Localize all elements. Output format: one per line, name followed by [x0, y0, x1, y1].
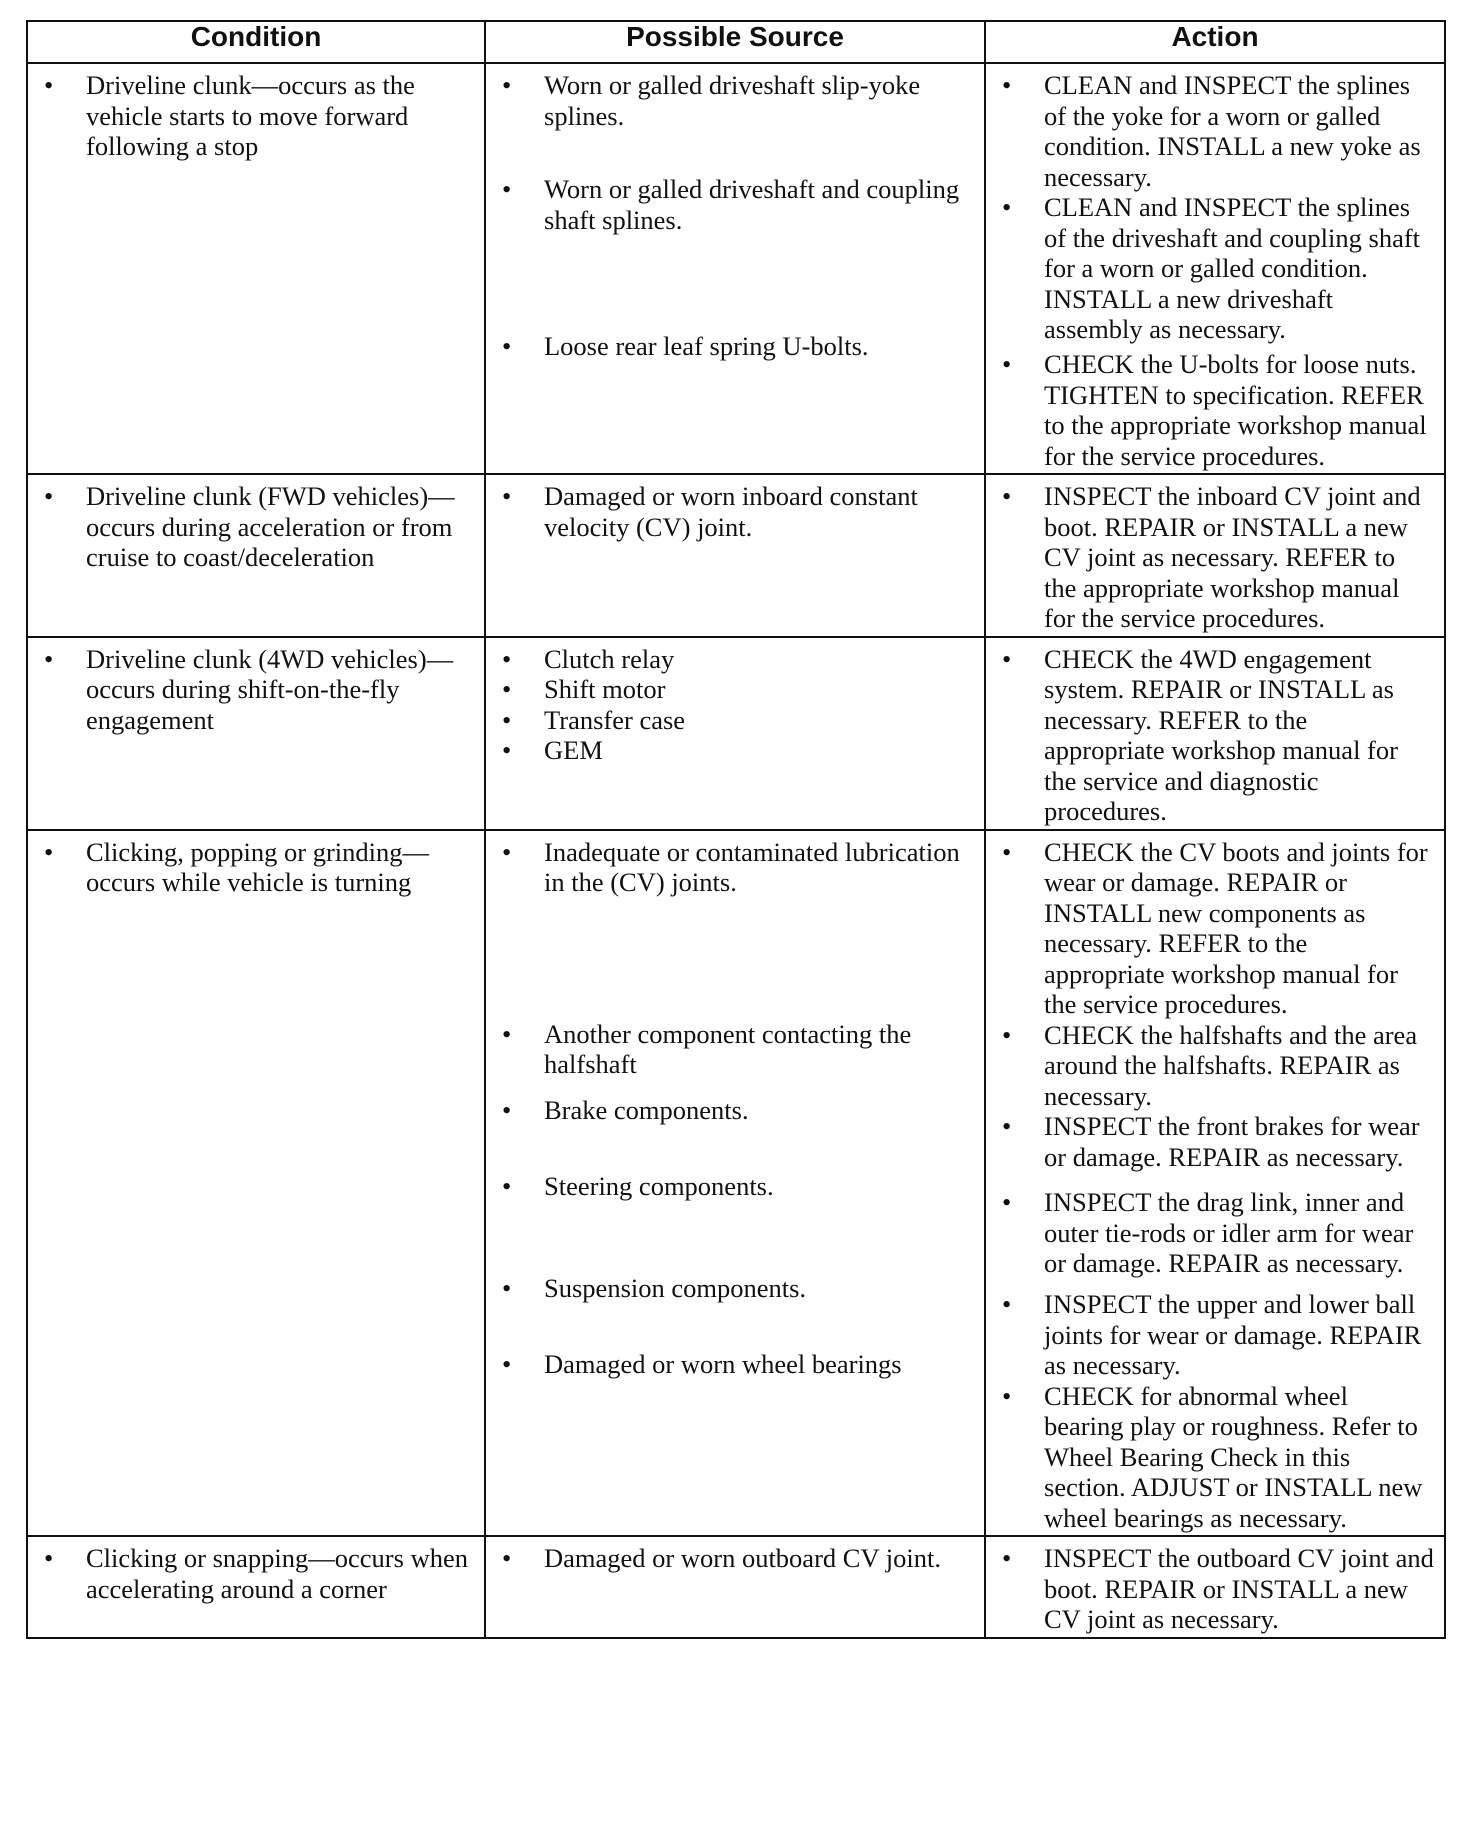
bullet-icon: • — [502, 643, 512, 674]
source-group — [496, 70, 974, 174]
action-item-text: INSPECT the inboard CV joint and boot. REPAIR or INSTALL a new CV joint as necessary. REFER to the appropriate workshop manual for the service procedures. — [1044, 481, 1421, 633]
action-item-text: INSPECT the front brakes for wear or damage. REPAIR as necessary. — [1044, 1111, 1420, 1172]
action-group — [996, 349, 1434, 471]
source-item-text: Transfer case — [544, 704, 686, 735]
bullet-icon: • — [1002, 481, 1012, 511]
bullet-icon: • — [502, 331, 512, 361]
source-item — [496, 1095, 974, 1126]
header-condition: Condition — [27, 21, 485, 63]
condition-cell — [27, 637, 485, 830]
action-item — [996, 837, 1434, 1020]
bullet-icon: • — [44, 836, 54, 867]
source-item-text: Shift motor — [544, 674, 666, 704]
source-group — [496, 1171, 974, 1273]
bullet-icon: • — [502, 1094, 512, 1125]
source-item — [496, 1171, 974, 1202]
bullet-icon: • — [1002, 1289, 1012, 1319]
action-cell — [985, 1536, 1445, 1638]
source-item — [496, 674, 974, 705]
source-item-text: Inadequate or contaminated lubrication in the (CV) joints. — [544, 836, 960, 897]
action-item-text: CHECK the halfshafts and the area around the halfshafts. REPAIR as necessary. — [1044, 1019, 1418, 1111]
condition-item-text: Clicking, popping or grinding—occurs while vehicle is turning — [86, 836, 430, 897]
source-group — [496, 1019, 974, 1095]
action-item-text: INSPECT the outboard CV joint and boot. REPAIR or INSTALL a new CV joint as necessary. — [1044, 1543, 1434, 1634]
bullet-icon: • — [44, 1543, 54, 1573]
bullet-icon: • — [1002, 349, 1012, 379]
table-row — [27, 63, 1445, 474]
bullet-icon: • — [1002, 1187, 1012, 1217]
bullet-icon: • — [44, 643, 54, 674]
source-item — [496, 1273, 974, 1304]
source-item — [496, 1543, 974, 1574]
bullet-icon: • — [502, 836, 512, 867]
action-cell — [985, 830, 1445, 1537]
bullet-icon: • — [1002, 836, 1012, 867]
bullet-icon: • — [1002, 1019, 1012, 1050]
source-group — [496, 481, 974, 542]
source-group — [496, 1543, 974, 1574]
action-item — [996, 349, 1434, 471]
action-cell — [985, 637, 1445, 830]
action-cell — [985, 474, 1445, 637]
action-group — [996, 837, 1434, 1020]
action-item-text: CLEAN and INSPECT the splines of the yoke for a worn or galled condition. INSTALL a new yoke as necessary. — [1044, 70, 1421, 192]
header-row — [27, 21, 1445, 63]
action-item — [996, 1543, 1434, 1635]
action-item-text: CHECK the CV boots and joints for wear or damage. REPAIR or INSTALL new components as necessary. REFER to the appropriate workshop manual for the service procedures. — [1044, 836, 1428, 1019]
action-item — [996, 644, 1434, 827]
action-group — [996, 1020, 1434, 1112]
source-item-text: Suspension components. — [544, 1272, 807, 1303]
source-group — [496, 174, 974, 331]
action-item — [996, 192, 1434, 345]
possible-source-cell — [485, 63, 985, 474]
possible-source-cell — [485, 1536, 985, 1638]
condition-cell — [27, 1536, 485, 1638]
bullet-icon: • — [502, 1170, 512, 1201]
header-action: Action — [985, 21, 1445, 63]
condition-item — [38, 70, 474, 162]
condition-item — [38, 1543, 474, 1604]
source-item — [496, 644, 974, 675]
table-row — [27, 474, 1445, 637]
source-item-text: Damaged or worn outboard CV joint. — [544, 1543, 941, 1573]
action-item — [996, 1289, 1434, 1381]
source-item-text: Brake components. — [544, 1094, 749, 1125]
bullet-icon: • — [502, 704, 512, 735]
bullet-icon: • — [44, 481, 54, 511]
condition-item-text: Driveline clunk (4WD vehicles)—occurs during shift-on-the-fly engagement — [86, 643, 454, 735]
condition-item — [38, 837, 474, 898]
bullet-icon: • — [1002, 1543, 1012, 1573]
action-group — [996, 481, 1434, 634]
diagnosis-page — [26, 20, 1444, 1639]
source-group — [496, 331, 974, 362]
source-item — [496, 70, 974, 131]
condition-item-text: Clicking or snapping—occurs when accelerating around a corner — [86, 1543, 468, 1604]
condition-cell — [27, 474, 485, 637]
source-item — [496, 837, 974, 898]
action-item — [996, 1381, 1434, 1534]
action-group — [996, 192, 1434, 349]
bullet-icon: • — [502, 1543, 512, 1573]
source-group — [496, 837, 974, 1019]
possible-source-cell — [485, 637, 985, 830]
bullet-icon: • — [1002, 1380, 1012, 1411]
bullet-icon: • — [1002, 192, 1012, 222]
bullet-icon: • — [502, 1018, 512, 1049]
action-group — [996, 1381, 1434, 1534]
action-item-text: INSPECT the upper and lower ball joints for wear or damage. REPAIR as necessary. — [1044, 1289, 1422, 1380]
condition-item-text: Driveline clunk—occurs as the vehicle starts to move forward following a stop — [86, 70, 415, 161]
bullet-icon: • — [502, 735, 512, 765]
bullet-icon: • — [1002, 70, 1012, 100]
symptom-chart-table — [26, 20, 1446, 1639]
source-item — [496, 174, 974, 235]
action-item — [996, 1111, 1434, 1172]
condition-cell — [27, 830, 485, 1537]
source-group — [496, 1349, 974, 1380]
source-group — [496, 1095, 974, 1171]
bullet-icon: • — [502, 674, 512, 704]
bullet-icon: • — [502, 481, 512, 511]
action-item-text: CHECK for abnormal wheel bearing play or roughness. Refer to Wheel Bearing Check in this section. ADJUST or INSTALL new wheel bearings as necessary. — [1044, 1380, 1423, 1533]
condition-item-text: Driveline clunk (FWD vehicles)—occurs during acceleration or from cruise to coast/deceleration — [86, 481, 455, 572]
action-item-text: INSPECT the drag link, inner and outer tie-rods or idler arm for wear or damage. REPAIR as necessary. — [1044, 1187, 1414, 1278]
header-possible-source: Possible Source — [485, 21, 985, 63]
condition-item — [38, 644, 474, 736]
action-item — [996, 1020, 1434, 1112]
source-item-text: Damaged or worn wheel bearings — [544, 1348, 902, 1379]
bullet-icon: • — [44, 70, 54, 100]
condition-item — [38, 481, 474, 573]
condition-cell — [27, 63, 485, 474]
bullet-icon: • — [1002, 1111, 1012, 1141]
source-item — [496, 481, 974, 542]
possible-source-cell — [485, 830, 985, 1537]
source-item — [496, 1019, 974, 1080]
bullet-icon: • — [502, 1348, 512, 1379]
source-item — [496, 331, 974, 362]
action-group — [996, 70, 1434, 192]
action-item — [996, 1187, 1434, 1279]
source-item-text: Damaged or worn inboard constant velocity (CV) joint. — [544, 481, 918, 542]
bullet-icon: • — [1002, 643, 1012, 674]
action-cell — [985, 63, 1445, 474]
bullet-icon: • — [502, 1272, 512, 1303]
table-row — [27, 637, 1445, 830]
source-item-text: Another component contacting the halfshaft — [544, 1018, 912, 1079]
source-item-text: Steering components. — [544, 1170, 774, 1201]
source-item-text: Clutch relay — [544, 643, 675, 674]
source-group — [496, 1273, 974, 1349]
action-item-text: CLEAN and INSPECT the splines of the driveshaft and coupling shaft for a worn or galled condition. INSTALL a new driveshaft assembly as necessary. — [1044, 192, 1421, 344]
action-item-text: CHECK the 4WD engagement system. REPAIR or INSTALL as necessary. REFER to the appropriate workshop manual for the service and diagnostic procedures. — [1044, 643, 1398, 826]
action-group — [996, 1289, 1434, 1381]
table-row — [27, 830, 1445, 1537]
action-group — [996, 1187, 1434, 1289]
source-item-text: Worn or galled driveshaft slip-yoke splines. — [544, 70, 921, 131]
source-item — [496, 1349, 974, 1380]
possible-source-cell — [485, 474, 985, 637]
action-group — [996, 1111, 1434, 1187]
action-group — [996, 1543, 1434, 1635]
source-item-text: Loose rear leaf spring U-bolts. — [544, 331, 869, 361]
table-body — [27, 63, 1445, 1638]
table-row — [27, 1536, 1445, 1638]
source-item-text: GEM — [544, 735, 603, 765]
source-item-text: Worn or galled driveshaft and coupling shaft splines. — [544, 174, 960, 235]
action-item-text: CHECK the U-bolts for loose nuts. TIGHTEN to specification. REFER to the appropriate workshop manual for the service procedures. — [1044, 349, 1427, 471]
action-item — [996, 481, 1434, 634]
source-item — [496, 735, 974, 766]
source-group — [496, 644, 974, 766]
source-item — [496, 705, 974, 736]
bullet-icon: • — [502, 70, 512, 100]
action-group — [996, 644, 1434, 827]
action-item — [996, 70, 1434, 192]
bullet-icon: • — [502, 174, 512, 204]
